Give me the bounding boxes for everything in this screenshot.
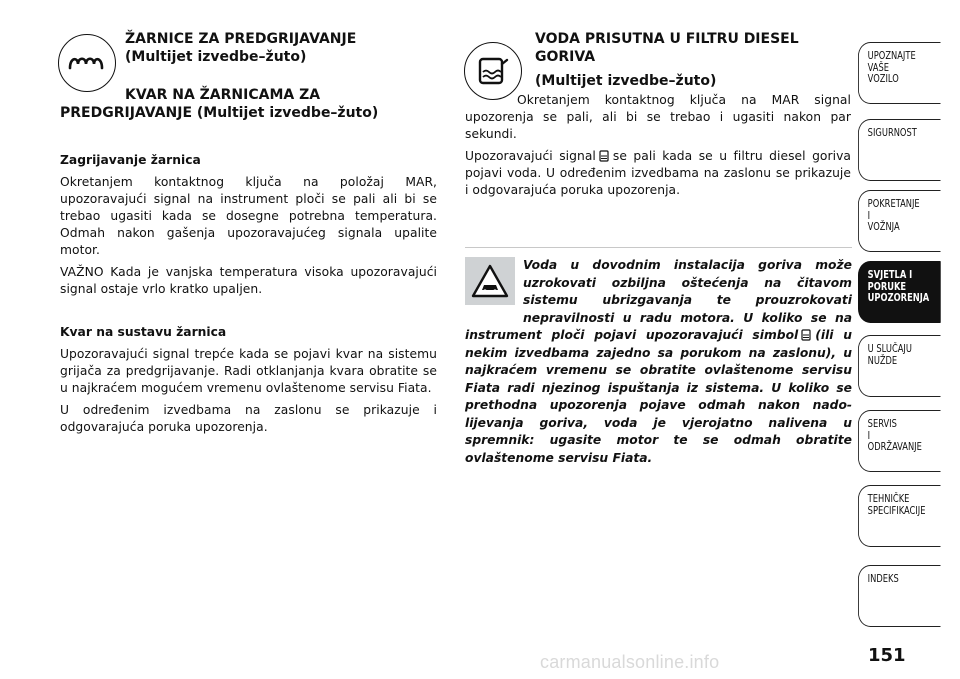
warning-text: Voda u dovodnim instalacija goriva može uzrokovati ozbiljna oštećenja na čitavom sistemu ubrizgavanja te prouzrokovati nepravilnosti u radu motora. U koliko se na instrument ploči pojavi upozoravajući simbol (ili u nekim izvedbama zajedno sa porukom na zaslonu), u najkraćem vremenu se obratite ovlaštenome servisu Fiata radi njezinog ispuštanja iz sistema. U koliko se prethodna upozorenja pojave odmah nakon nado-lijevanja goriva, voda je vjerojatno nalivena u spremnik: ugasite motor te se odmah obratite ovlaštenome servisu Fiata. [465,258,852,465]
warning-notice [465,247,852,467]
paragraph: VAŽNO Kada je vanjska temperatura visoka upozoravajući signal ostaje vrlo kratko upaljen. [60,265,437,296]
tab-get-to-know-vehicle[interactable]: UPOZNAJTE VAŠE VOZILO [858,42,941,104]
paragraph: Okretanjem kontaktnog ključa na MAR signal upozorenja se pali, ali bi se trebao i ugasiti nakon par sekundi. [465,93,851,141]
paragraph: Upozoravajući signal se pali kada se u filtru diesel goriva pojavi voda. U određenim izvedbama na zaslonu se prikazuje i odgovarajuća poruka upozorenja. [465,149,851,197]
section-heading-preheating: Zagrijavanje žarnica [60,153,201,167]
water-in-fuel-heading: VODA PRISUTNA U FILTRU DIESEL [535,31,799,47]
tab-safety[interactable]: SIGURNOST [858,119,941,181]
paragraph: U određenim izvedbama na zaslonu se prikazuje i odgovarajuća poruka upozorenja. [60,403,437,434]
watermark: carmanualsonline.info [540,652,720,672]
paragraph: Upozoravajući signal trepće kada se pojavi kvar na sistemu grijača za predgrijavanje. Radi otklanjanja kvara obratite se u najkraćem mogućem vremenu ovlaštenome servisu Fiata. [60,347,437,395]
glow-plug-fault-heading: KVAR NA ŽARNICAMA ZA [125,87,321,103]
tab-service-maintenance[interactable]: SERVIS I ODRŽAVANJE [858,410,941,472]
water-in-fuel-inline-icon [599,150,610,162]
glow-plug-heading: ŽARNICE ZA PREDGRIJAVANJE [125,31,357,47]
tab-index[interactable]: INDEKS [858,565,941,627]
tab-technical-specs[interactable]: TEHNIČKE SPECIFIKACIJE [858,485,941,547]
warning-triangle-icon [465,257,515,305]
water-in-fuel-inline-icon [801,329,812,341]
water-in-fuel-subheading: (Multijet izvedbe–žuto) [535,73,717,89]
left-column [60,30,437,436]
water-in-fuel-heading-cont: GORIVA [535,49,596,65]
glow-plug-subheading: (Multijet izvedbe–žuto) [125,49,307,65]
section-heading-fault: Kvar na sustavu žarnica [60,325,227,339]
glow-plug-fault-subheading: PREDGRIJAVANJE (Multijet izvedbe–žuto) [60,105,379,121]
page-number: 151 [868,645,906,666]
paragraph: Okretanjem kontaktnog ključa na položaj MAR, upozoravajući signal na instrument ploči se pali ali bi se trebao ugasiti kada se dosegne potrebna temperatura. Odmah nakon gašenja upozoravajućeg signala upalite motor. [60,175,437,257]
tab-emergency[interactable]: U SLUČAJU NUŽDE [858,335,941,397]
tab-lights-warnings[interactable]: SVJETLA I PORUKE UPOZORENJA [858,261,941,323]
right-column [465,30,851,199]
tab-starting-driving[interactable]: POKRETANJE I VOŽNJA [858,190,941,252]
